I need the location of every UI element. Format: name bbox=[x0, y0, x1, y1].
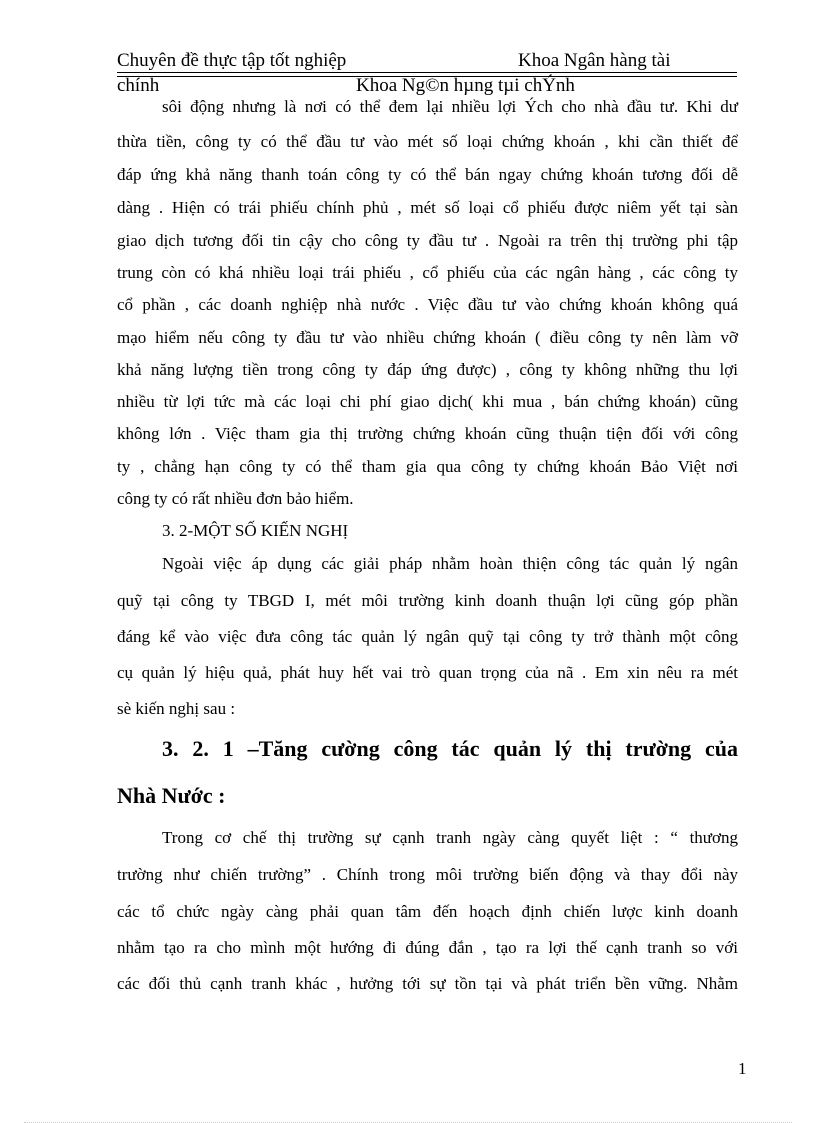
text-line: Trong cơ chế thị trường sự cạnh tranh ngày càng quyết liệt : “ thương bbox=[162, 828, 738, 847]
text-line: các tổ chức ngày càng phải quan tâm đến hoạch định chiến lược kinh doanh bbox=[117, 902, 738, 921]
text-line: ty , chẳng hạn công ty có thể tham gia qua công ty chứng khoán Bảo Việt nơi bbox=[117, 457, 738, 476]
text-line: khả năng lượng tiền trong công ty đáp ứng được) , công ty không những thu lợi bbox=[117, 360, 738, 379]
text-line: cổ phần , các doanh nghiệp nhà nước . Việc đầu tư vào chứng khoán không quá bbox=[117, 295, 738, 314]
text-line: giao dịch tương đối tin cậy cho công ty đầu tư . Ngoài ra trên thị trường phi tập bbox=[117, 231, 738, 250]
text-line: sôi động nhưng là nơi có thể đem lại nhiều lợi Ých cho nhà đầu tư. Khi dư bbox=[162, 97, 738, 116]
text-line: sè kiến nghị sau : bbox=[117, 699, 236, 718]
text-line: Ngoài việc áp dụng các giải pháp nhằm hoàn thiện công tác quản lý ngân bbox=[162, 554, 738, 573]
subheading-line-1: 3. 2. 1 –Tăng cường công tác quản lý thị trường của bbox=[162, 736, 738, 761]
text-line: đáng kể vào việc đưa công tác quản lý ngân quỹ tại công ty trở thành một công bbox=[117, 627, 738, 646]
text-line: không lớn . Việc tham gia thị trường chứng khoán cũng thuận tiện đối với công bbox=[117, 424, 738, 443]
page-number: 1 bbox=[738, 1059, 747, 1078]
text-line: cụ quản lý hiệu quả, phát huy hết vai trò quan trọng của nã . Em xin nêu ra mét bbox=[117, 663, 738, 682]
running-header-left: Chuyên đề thực tập tốt nghiệp bbox=[117, 50, 347, 71]
text-line: đáp ứng khả năng thanh toán công ty có thể bán ngay chứng khoán tương đối dễ bbox=[117, 165, 738, 184]
running-header-garbled: Khoa Ng©n hµng tµi chÝnh bbox=[356, 75, 575, 96]
text-line: công ty có rất nhiều đơn bảo hiểm. bbox=[117, 489, 354, 508]
text-line: mạo hiểm nếu công ty đầu tư vào nhiều chứng khoán ( điều công ty nên làm vỡ bbox=[117, 328, 738, 347]
text-line: dàng . Hiện có trái phiếu chính phủ , mét số loại cổ phiếu được niêm yết tại sàn bbox=[117, 198, 738, 217]
text-line: trung còn có khá nhiều loại trái phiếu , cổ phiếu của các ngân hàng , các công ty bbox=[117, 263, 738, 282]
text-line: trường như chiến trường” . Chính trong môi trường biến động và thay đổi này bbox=[117, 865, 738, 884]
subheading-line-2: Nhà Nước : bbox=[117, 783, 226, 808]
section-title: 3. 2-MỘT SỐ KIẾN NGHỊ bbox=[162, 521, 349, 540]
running-header-continuation: chính bbox=[117, 75, 160, 96]
text-line: nhằm tạo ra cho mình một hướng đi đúng đắn , tạo ra lợi thế cạnh tranh so với bbox=[117, 938, 738, 957]
text-line: quỹ tại công ty TBGD I, mét môi trường kinh doanh thuận lợi cũng góp phần bbox=[117, 591, 738, 610]
header-rule-top bbox=[117, 72, 737, 73]
text-line: nhiều từ lợi tức mà các loại chi phí giao dịch( khi mua , bán chứng khoán) cũng bbox=[117, 392, 738, 411]
text-line: thừa tiền, công ty có thể đầu tư vào mét số loại chứng khoán , khi cần thiết để bbox=[117, 132, 738, 151]
running-header-right: Khoa Ngân hàng tài bbox=[518, 50, 671, 71]
text-line: các đối thủ cạnh tranh khác , hưởng tới sự tồn tại và phát triển bền vững. Nhằm bbox=[117, 974, 738, 993]
